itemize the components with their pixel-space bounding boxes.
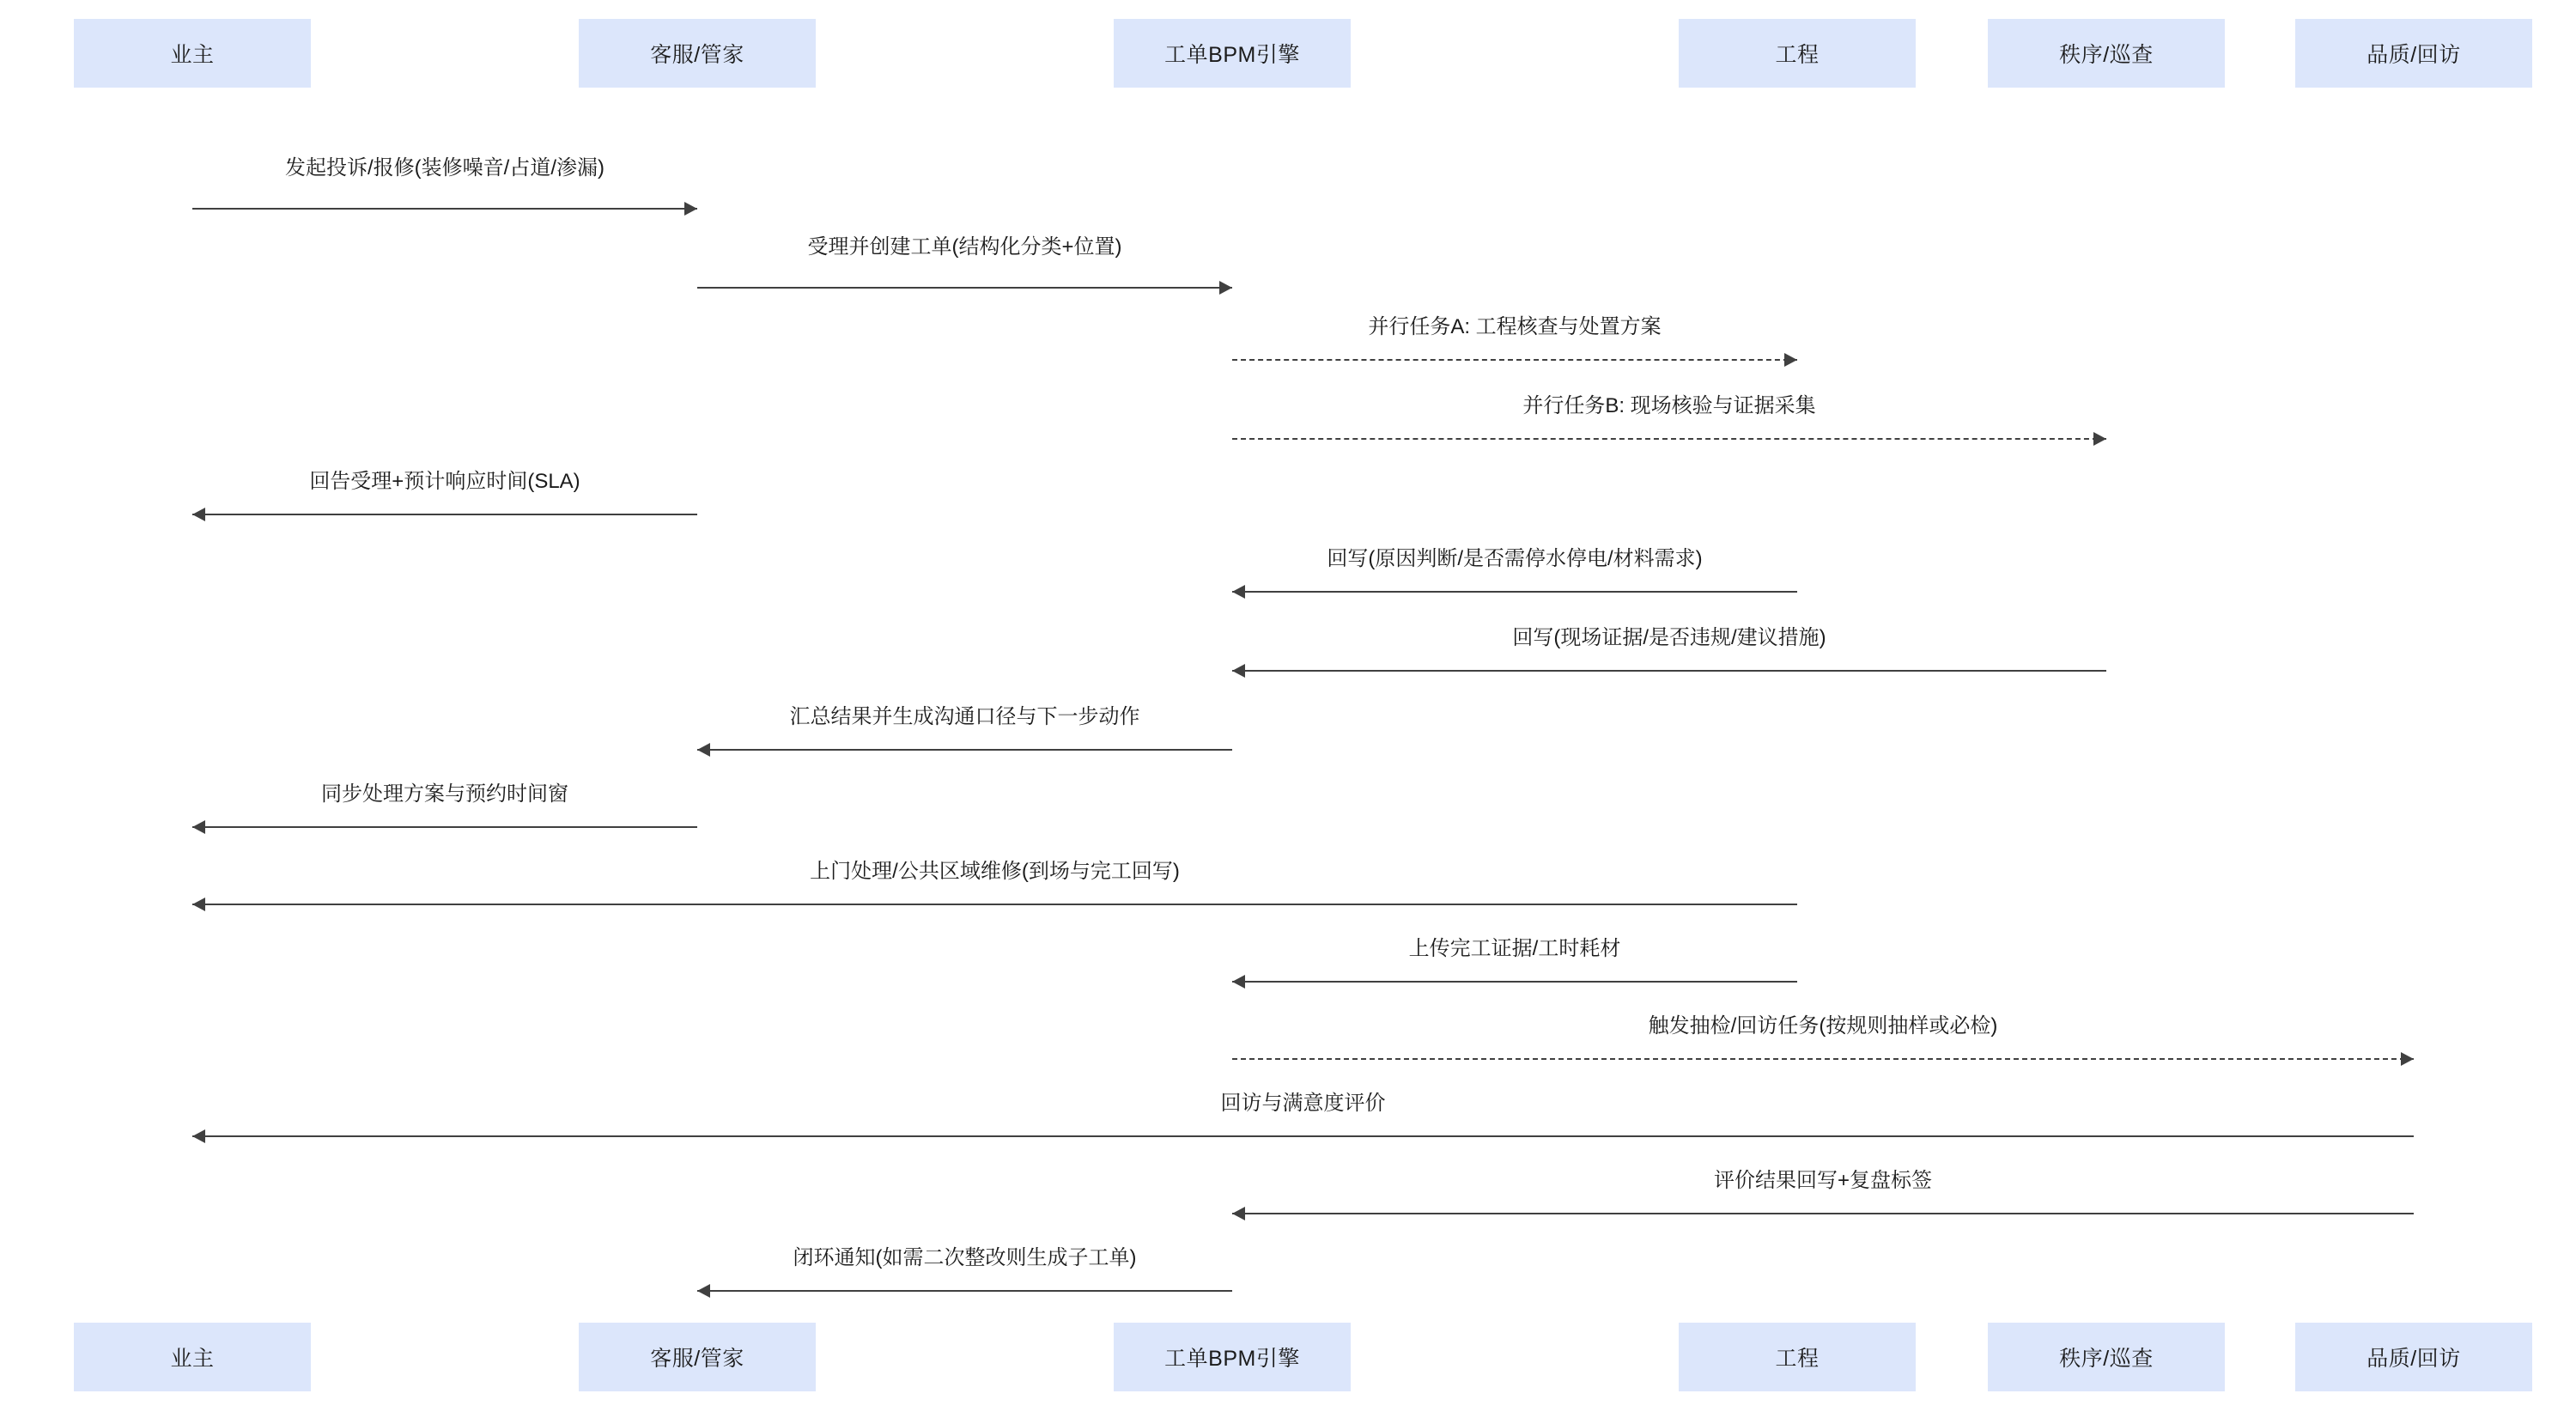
arrow-head-m8 [697,743,710,757]
actor-header-order [1988,19,2225,88]
arrow-head-m7 [1232,664,1245,678]
message-line-m12 [1232,1058,2414,1060]
actor-label: 业主 [170,1347,215,1371]
actor-label: 工单BPM引擎 [1164,1347,1300,1371]
lifeline-engineering [1797,88,1798,1323]
message-label-m12: 触发抽检/回访任务(按规则抽样或必检) [1648,1014,1998,1038]
arrow-head-m6 [1232,585,1245,599]
actor-footer-owner [74,1323,311,1391]
actor-label: 工程 [1775,1347,1820,1371]
message-line-m14 [1232,1213,2414,1214]
arrow-head-m9 [192,820,205,834]
actor-header-quality [2295,19,2532,88]
message-line-m13 [192,1135,2414,1137]
actor-header-service [579,19,816,88]
message-label-m7: 回写(现场证据/是否违规/建议措施) [1512,626,1826,649]
message-label-m6: 回写(原因判断/是否需停水停电/材料需求) [1327,547,1703,570]
actor-footer-quality [2295,1323,2532,1391]
message-label-m5: 回告受理+预计响应时间(SLA) [309,470,580,493]
actor-footer-engineering [1679,1323,1916,1391]
message-line-m5 [192,514,697,515]
actor-label: 秩序/巡查 [2059,1347,2154,1371]
arrow-head-m1 [684,202,697,216]
arrow-head-m2 [1219,281,1232,295]
actor-header-bpm [1114,19,1351,88]
message-line-m1 [192,208,697,210]
actor-label: 业主 [170,43,215,67]
lifeline-quality [2414,88,2415,1323]
message-line-m11 [1232,981,1797,983]
message-line-m7 [1232,670,2106,672]
arrow-head-m13 [192,1129,205,1143]
lifeline-order [2106,88,2107,1323]
message-line-m15 [697,1290,1232,1292]
actor-label: 秩序/巡查 [2059,43,2154,67]
actor-header-engineering [1679,19,1916,88]
actor-label: 客服/管家 [650,43,744,67]
actor-label: 品质/回访 [2366,43,2461,67]
actor-footer-service [579,1323,816,1391]
lifeline-bpm [1232,88,1233,1323]
arrow-head-m3 [1784,353,1797,367]
message-label-m4: 并行任务B: 现场核验与证据采集 [1522,394,1816,417]
message-line-m9 [192,826,697,828]
message-label-m13: 回访与满意度评价 [1220,1092,1386,1115]
message-label-m11: 上传完工证据/工时耗材 [1408,937,1621,960]
arrow-head-m5 [192,508,205,521]
message-label-m10: 上门处理/公共区域维修(到场与完工回写) [810,860,1180,883]
actor-footer-bpm [1114,1323,1351,1391]
message-line-m3 [1232,359,1797,361]
message-label-m9: 同步处理方案与预约时间窗 [321,782,568,806]
message-label-m1: 发起投诉/报修(装修噪音/占道/渗漏) [285,156,605,180]
actor-footer-order [1988,1323,2225,1391]
arrow-head-m15 [697,1284,710,1298]
actor-label: 工程 [1775,43,1820,67]
arrow-head-m4 [2093,432,2106,446]
arrow-head-m10 [192,898,205,911]
message-label-m8: 汇总结果并生成沟通口径与下一步动作 [789,705,1140,728]
message-line-m8 [697,749,1232,751]
actor-label: 工单BPM引擎 [1164,43,1300,67]
arrow-head-m11 [1232,975,1245,989]
message-line-m4 [1232,438,2106,440]
message-label-m3: 并行任务A: 工程核查与处置方案 [1368,315,1662,338]
message-label-m14: 评价结果回写+复盘标签 [1713,1169,1933,1192]
message-line-m10 [192,904,1797,905]
arrow-head-m12 [2401,1052,2414,1066]
message-line-m2 [697,287,1232,289]
actor-label: 品质/回访 [2366,1347,2461,1371]
actor-header-owner [74,19,311,88]
message-line-m6 [1232,591,1797,593]
message-label-m15: 闭环通知(如需二次整改则生成子工单) [793,1246,1137,1269]
actor-label: 客服/管家 [650,1347,744,1371]
arrow-head-m14 [1232,1207,1245,1220]
message-label-m2: 受理并创建工单(结构化分类+位置) [807,235,1122,259]
lifeline-service [697,88,698,1323]
